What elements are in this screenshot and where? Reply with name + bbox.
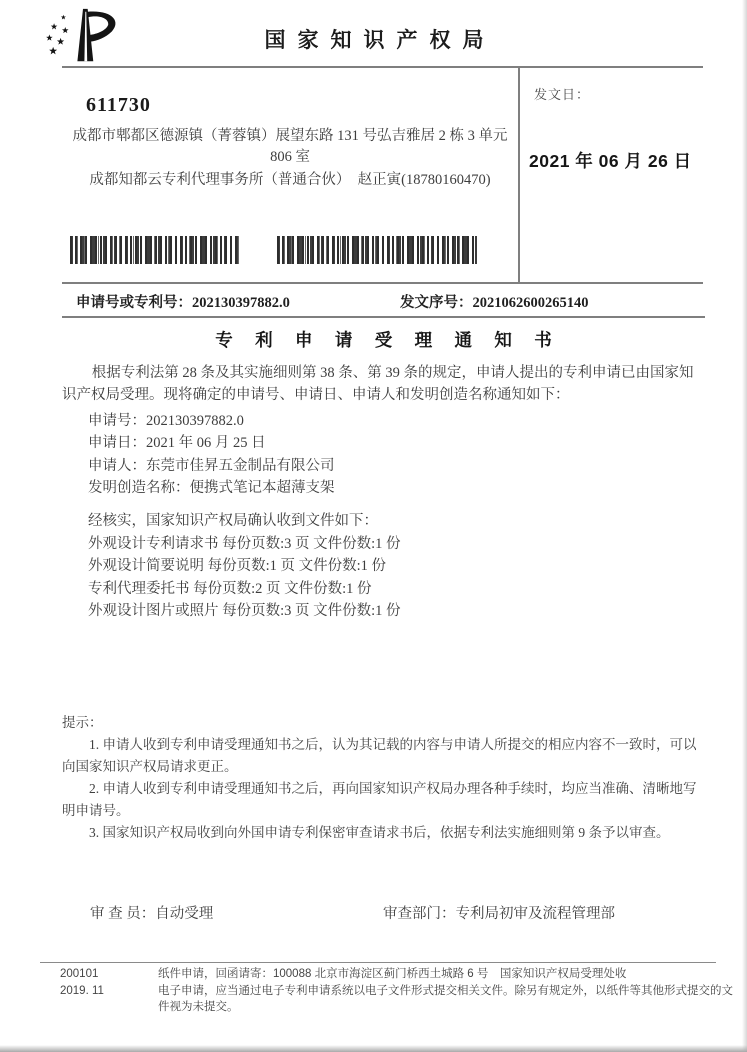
document-item: 外观设计图片或照片 每份页数:3 页 文件份数:1 份 [88,603,401,620]
notice-title: 专 利 申 请 受 理 通 知 书 [215,330,561,350]
application-fields [62,410,706,500]
address-line-2: 806 室 [270,149,310,165]
form-code: 200101 [60,968,99,980]
field-label: 申请号： [88,412,146,429]
examiner [90,902,213,923]
barcode-left [70,236,240,264]
application-number-value: 202130397882.0 [192,295,290,311]
scan-edge-bottom [0,1045,747,1052]
document-item: 专利代理委托书 每份页数:2 页 文件份数:1 份 [88,580,372,597]
field-value: 2021 年 06 月 25 日 [146,435,266,452]
dispatch-serial-label: 发文序号： [400,295,473,311]
document-item: 外观设计简要说明 每份页数:1 页 文件份数:1 份 [88,558,387,575]
address-line-1: 成都市郫都区德源镇（菁蓉镇）展望东路 131 号弘吉雅居 2 栋 3 单元 [72,128,508,144]
field-application-no [88,410,706,432]
hint-item: 2. 申请人收到专利申请受理通知书之后，再向国家知识产权局办理各种手续时，均应当准确、清晰地写明申请号。 [62,781,697,818]
notice-body [62,362,706,622]
application-number [76,291,290,312]
field-label: 申请日： [88,435,146,452]
confirm-line: 经核实，国家知识产权局确认收到文件如下： [88,513,378,530]
field-label: 发明创造名称： [88,480,190,497]
dispatch-serial-value: 2021062600265140 [472,295,589,311]
org-name: 国家知识产权局 [264,28,496,52]
header-box [62,66,703,284]
form-date: 2019. 11 [60,984,104,997]
hints-label: 提示： [62,715,103,730]
dispatch-date-label: 发文日： [534,87,591,102]
hints-section [62,712,706,844]
dispatch-serial [400,291,589,312]
hint-item: 3. 国家知识产权局收到向外国申请专利保密审查请求书后，依据专利法实施细则第 9 条予以审查。 [89,825,670,840]
department-value: 专利局初审及流程管理部 [455,906,615,922]
address-block [62,68,518,282]
scan-edge-right [742,0,747,1052]
department [383,902,615,923]
application-number-label: 申请号或专利号： [76,295,192,311]
field-value: 东莞市佳昇五金制品有限公司 [146,457,335,474]
recipient-line: 成都知都云专利代理事务所（普通合伙） 赵正寅(18780160470) [89,172,491,188]
signoff-row [62,902,706,926]
document-item: 外观设计专利请求书 每份页数:3 页 文件份数:1 份 [88,535,401,552]
barcode-row [70,236,477,264]
meta-row [62,284,705,318]
field-application-date [88,432,706,454]
examiner-value: 自动受理 [155,906,214,922]
footer-line-paper: 纸件申请，回函请寄：100088 北京市海淀区蓟门桥西土城路 6 号 国家知识产权局受理处收 [158,968,627,980]
footer-rule [40,962,716,963]
dispatch-date-value: 2021 年 06 月 26 日 [529,151,692,171]
field-label: 申请人： [88,457,146,474]
footer-text [158,966,744,1016]
field-invention-title [88,477,706,499]
field-value: 202130397882.0 [146,412,244,429]
footer [40,966,740,1016]
examiner-label: 审 查 员： [90,906,156,922]
footer-line-electronic: 电子申请，应当通过电子专利申请系统以电子文件形式提交相关文件。除另有规定外，以纸件等其他形式提交的文件视为未提交。 [158,984,733,1013]
dispatch-date-box [518,68,703,282]
barcode-right [277,236,477,264]
department-label: 审查部门： [383,906,456,922]
field-applicant [88,455,706,477]
field-value: 便携式笔记本超薄支架 [189,480,335,497]
intro-paragraph: 根据专利法第 28 条及其实施细则第 38 条、第 39 条的规定，申请人提出的专利申请已由国家知识产权局受理。现将确定的申请号、申请日、申请人和发明创造名称通知如下： [62,365,694,404]
hint-item: 1. 申请人收到专利申请受理通知书之后，认为其记载的内容与申请人所提交的相应内容不一致时，可以向国家知识产权局请求更正。 [62,737,697,774]
postal-code: 611730 [86,94,151,116]
form-info [60,966,112,1016]
cnipa-logo-icon [40,8,126,64]
